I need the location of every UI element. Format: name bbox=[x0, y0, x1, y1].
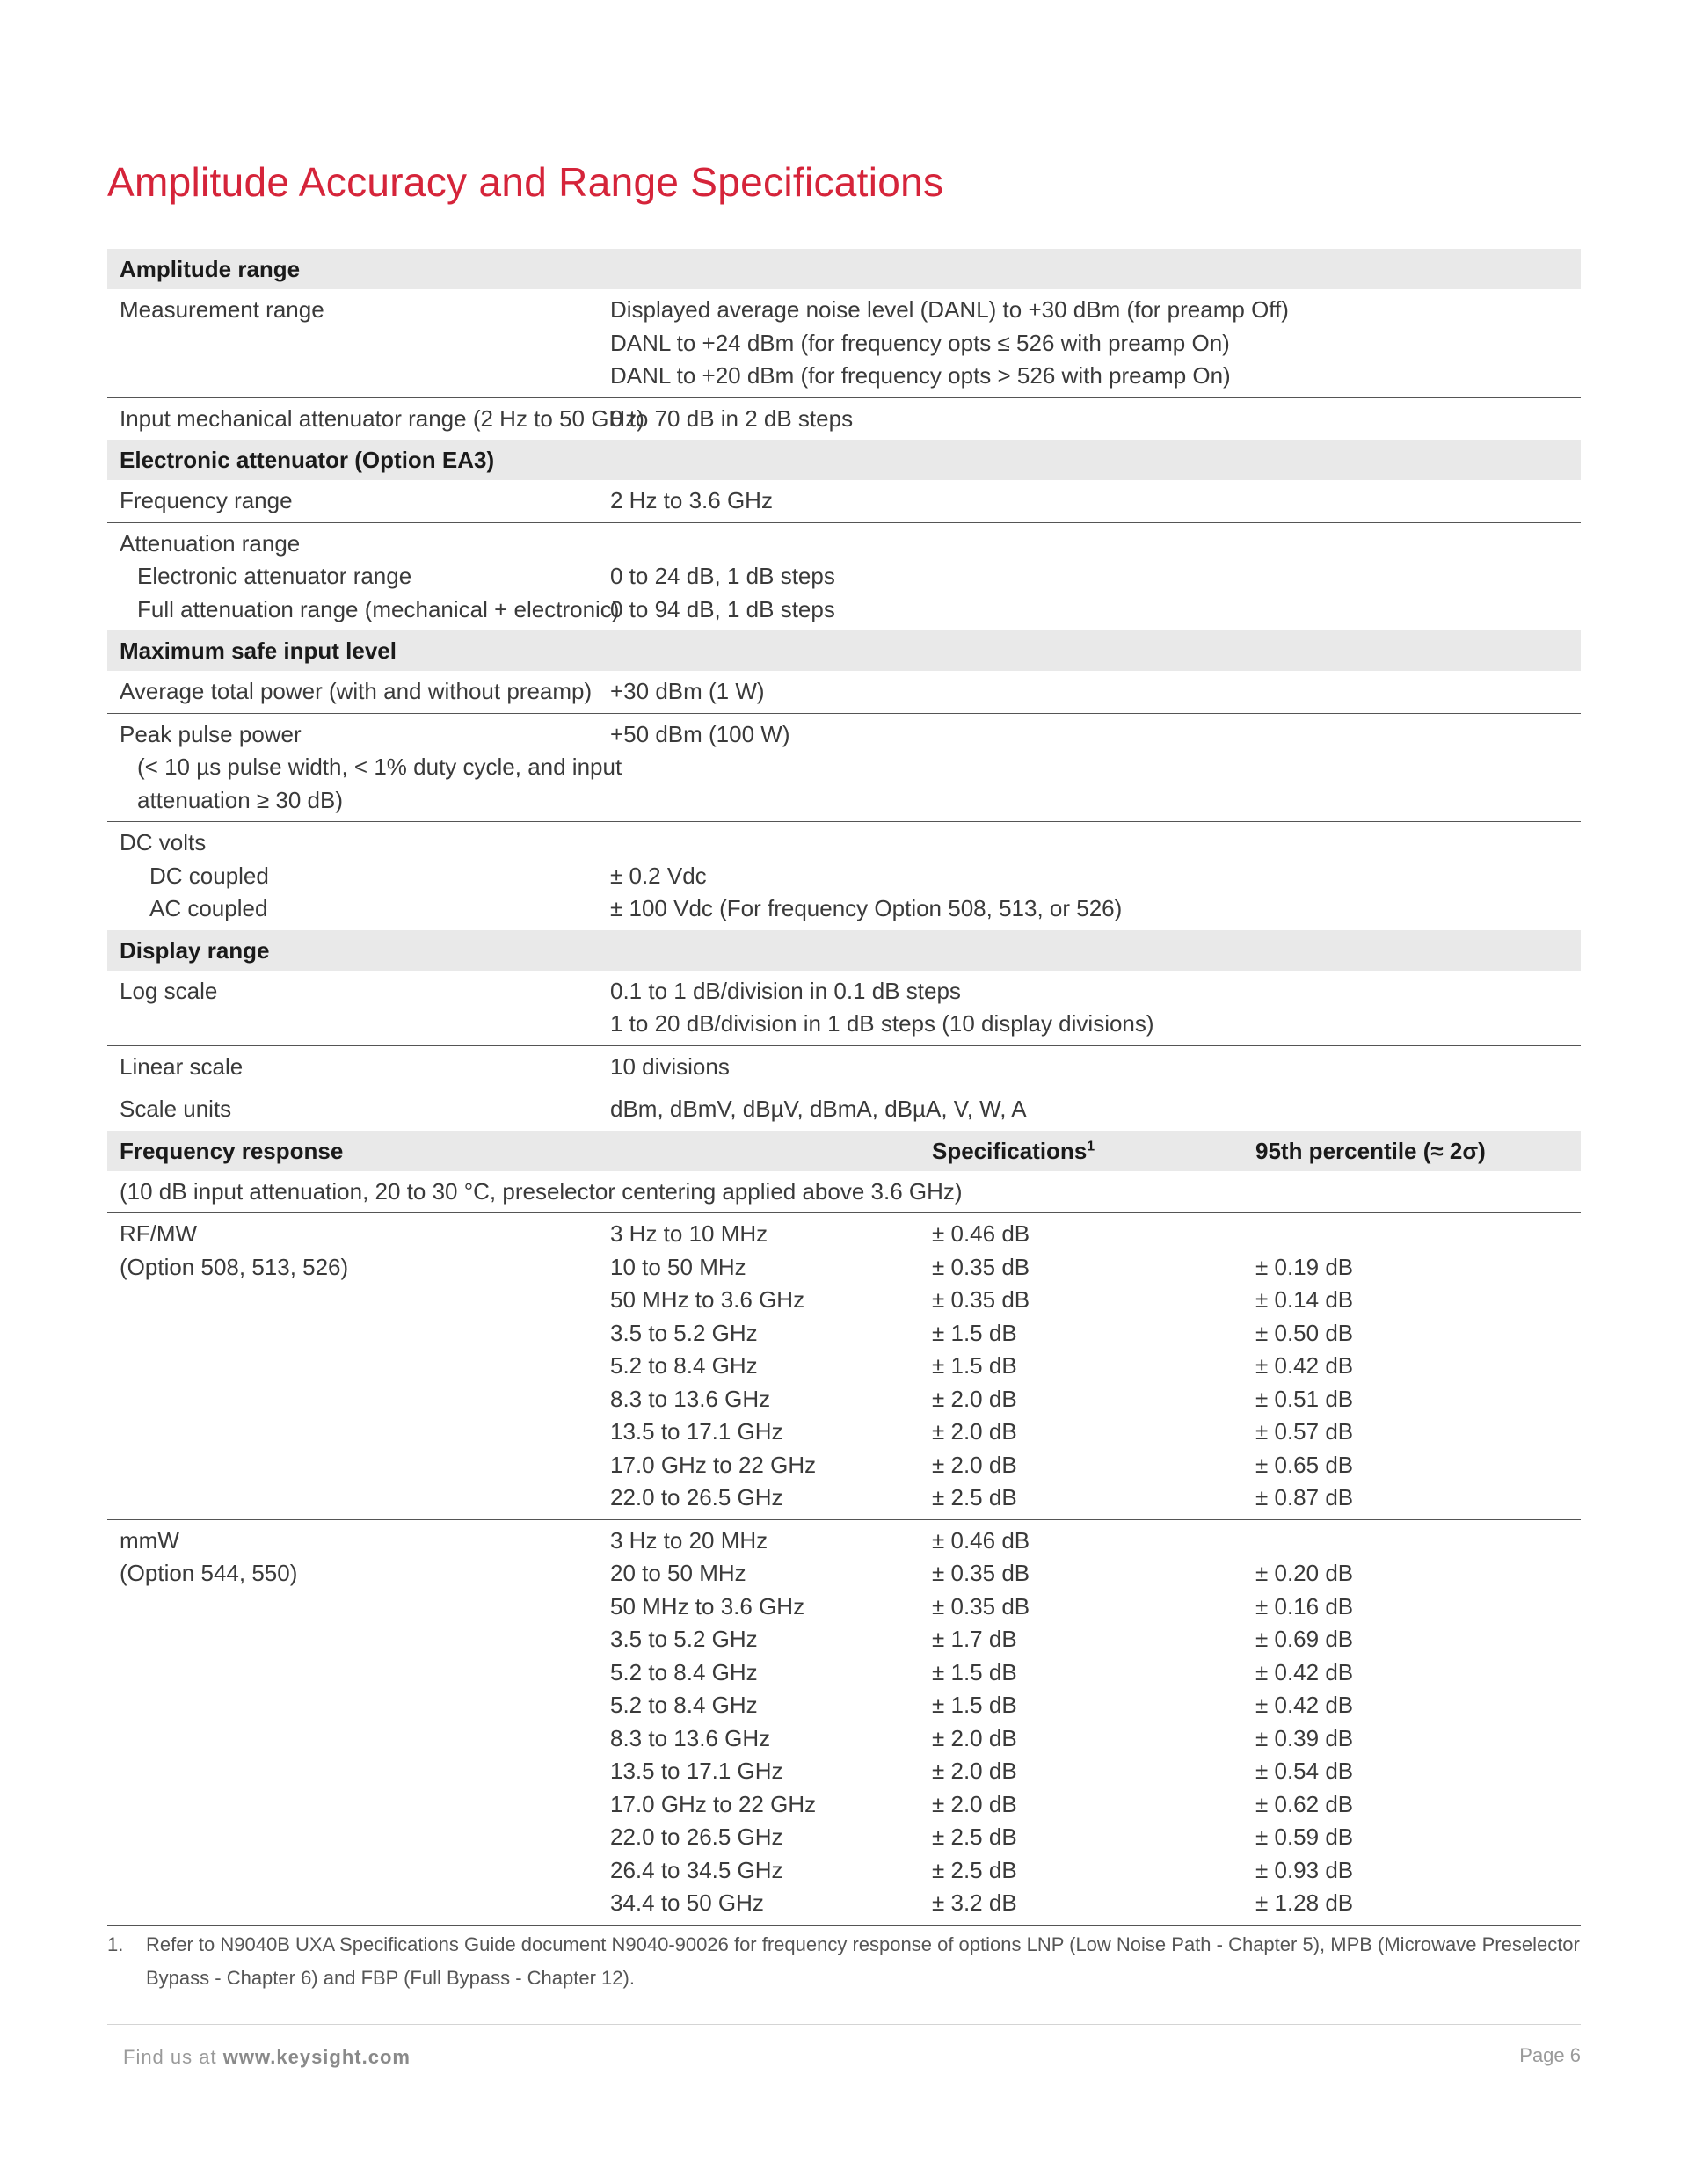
list-item: 50 MHz to 3.6 GHz bbox=[610, 1286, 805, 1313]
value-line: Displayed average noise level (DANL) to +30 dBm (for preamp Off) bbox=[610, 296, 1289, 323]
section-title: Maximum safe input level bbox=[120, 637, 397, 664]
list-item: 22.0 to 26.5 GHz bbox=[610, 1824, 783, 1850]
list-item: ± 1.5 dB bbox=[932, 1352, 1017, 1379]
list-item: ± 2.0 dB bbox=[932, 1418, 1017, 1445]
list-item: 8.3 to 13.6 GHz bbox=[610, 1724, 771, 1751]
row-label bbox=[107, 1525, 610, 1920]
list-item: ± 0.50 dB bbox=[1255, 1319, 1354, 1346]
section-header-electronic-attenuator bbox=[107, 440, 1581, 480]
freq-column bbox=[610, 1525, 932, 1920]
footnote-text: Refer to N9040B UXA Specifications Guide document N9040-90026 for frequency response of options LNP (Low Noise Path - Chapter 5), MPB (Microwave Preselector Bypass - Chapter 6) and FBP (Full Bypass - Chapter 12). bbox=[146, 1933, 1580, 1989]
freq-column bbox=[610, 1218, 932, 1515]
list-item: ± 0.69 dB bbox=[1255, 1626, 1354, 1652]
table-row bbox=[107, 1088, 1581, 1131]
row-value bbox=[610, 528, 1581, 627]
list-item: ± 2.5 dB bbox=[932, 1484, 1017, 1511]
list-item: 3 Hz to 10 MHz bbox=[610, 1220, 768, 1247]
label-line: AC coupled bbox=[149, 895, 268, 921]
label-line: (Option 508, 513, 526) bbox=[120, 1253, 349, 1280]
table-row-mmw bbox=[107, 1520, 1581, 1926]
row-value bbox=[610, 294, 1581, 393]
label-line: Electronic attenuator range bbox=[137, 563, 412, 589]
list-item: 13.5 to 17.1 GHz bbox=[610, 1758, 783, 1784]
list-item: ± 0.62 dB bbox=[1255, 1790, 1354, 1817]
list-item: 8.3 to 13.6 GHz bbox=[610, 1385, 771, 1412]
list-item: ± 0.46 dB bbox=[932, 1220, 1030, 1247]
table-row bbox=[107, 971, 1581, 1046]
list-item: ± 0.93 dB bbox=[1255, 1856, 1354, 1883]
row-label: Frequency range bbox=[120, 487, 293, 513]
value-line: 1 to 20 dB/division in 1 dB steps (10 display divisions) bbox=[610, 1010, 1154, 1037]
footer-find-us: Find us at www.keysight.com bbox=[123, 2046, 411, 2068]
list-item: ± 0.39 dB bbox=[1255, 1724, 1354, 1751]
section-header-amplitude-range bbox=[107, 249, 1581, 289]
list-item bbox=[1255, 1525, 1581, 1558]
section-header-frequency-response bbox=[107, 1131, 1581, 1171]
list-item: 3.5 to 5.2 GHz bbox=[610, 1626, 758, 1652]
spec-table bbox=[107, 249, 1581, 1926]
footnote-ref: 1 bbox=[1087, 1138, 1095, 1154]
website-link[interactable]: www.keysight.com bbox=[222, 2046, 411, 2068]
row-value: 10 divisions bbox=[610, 1052, 730, 1080]
value-line: 0.1 to 1 dB/division in 0.1 dB steps bbox=[610, 977, 961, 1004]
row-value bbox=[610, 975, 1581, 1041]
percentile-column bbox=[1255, 1218, 1581, 1515]
footer-divider bbox=[107, 2024, 1581, 2025]
list-item: ± 0.20 dB bbox=[1255, 1560, 1354, 1586]
list-item: ± 2.5 dB bbox=[932, 1824, 1017, 1850]
list-item: ± 0.19 dB bbox=[1255, 1253, 1354, 1280]
label-line: RF/MW bbox=[120, 1220, 198, 1247]
label-line: Full attenuation range (mechanical + electronic) bbox=[137, 595, 620, 622]
list-item: 5.2 to 8.4 GHz bbox=[610, 1352, 758, 1379]
section-title: Display range bbox=[120, 936, 270, 964]
list-item: 5.2 to 8.4 GHz bbox=[610, 1658, 758, 1685]
list-item: ± 1.5 dB bbox=[932, 1319, 1017, 1346]
page-number: Page 6 bbox=[1519, 2044, 1581, 2066]
list-item: ± 3.2 dB bbox=[932, 1889, 1017, 1916]
conditions-text: (10 dB input attenuation, 20 to 30 °C, preselector centering applied above 3.6 GHz) bbox=[120, 1177, 963, 1205]
table-row bbox=[107, 398, 1581, 440]
value-line: ± 0.2 Vdc bbox=[610, 862, 707, 889]
list-item: 20 to 50 MHz bbox=[610, 1560, 746, 1586]
section-title: Electronic attenuator (Option EA3) bbox=[120, 447, 495, 473]
list-item: ± 0.14 dB bbox=[1255, 1286, 1354, 1313]
row-label bbox=[107, 718, 622, 818]
value-line: 0 to 94 dB, 1 dB steps bbox=[610, 595, 835, 622]
section-header-display-range bbox=[107, 930, 1581, 971]
section-title: Frequency response bbox=[120, 1137, 344, 1164]
list-item: ± 2.0 dB bbox=[932, 1385, 1017, 1412]
list-item: ± 0.35 dB bbox=[932, 1286, 1030, 1313]
list-item: 22.0 to 26.5 GHz bbox=[610, 1484, 783, 1511]
list-item: 26.4 to 34.5 GHz bbox=[610, 1856, 783, 1883]
label-line: Attenuation range bbox=[120, 529, 301, 557]
list-item: ± 2.0 dB bbox=[932, 1451, 1017, 1478]
row-value: dBm, dBmV, dBµV, dBmA, dBµA, V, W, A bbox=[610, 1096, 1027, 1122]
label-line: Peak pulse power bbox=[120, 720, 302, 747]
list-item: ± 0.42 dB bbox=[1255, 1352, 1354, 1379]
table-row bbox=[107, 1171, 1581, 1214]
label-line: (< 10 µs pulse width, < 1% duty cycle, and input bbox=[137, 753, 622, 780]
list-item: 17.0 GHz to 22 GHz bbox=[610, 1451, 817, 1478]
column-header-specifications: Specifications$^1$ bbox=[932, 1137, 1095, 1164]
value-line: ± 100 Vdc (For frequency Option 508, 513, or 526) bbox=[610, 895, 1123, 921]
label-line: attenuation ≥ 30 dB) bbox=[137, 786, 343, 813]
page-title: Amplitude Accuracy and Range Specifications bbox=[107, 159, 944, 205]
footnote bbox=[107, 1928, 1581, 1995]
list-item: ± 2.5 dB bbox=[932, 1856, 1017, 1883]
row-label: Measurement range bbox=[120, 296, 324, 323]
value-line: DANL to +24 dBm (for frequency opts ≤ 526 with preamp On) bbox=[610, 329, 1230, 356]
list-item: 3.5 to 5.2 GHz bbox=[610, 1319, 758, 1346]
list-item: ± 0.35 dB bbox=[932, 1592, 1030, 1620]
list-item: 3 Hz to 20 MHz bbox=[610, 1526, 768, 1554]
row-label bbox=[107, 1218, 610, 1515]
list-item: ± 1.5 dB bbox=[932, 1658, 1017, 1685]
list-item: ± 0.57 dB bbox=[1255, 1418, 1354, 1445]
list-item: ± 1.28 dB bbox=[1255, 1889, 1354, 1916]
list-item: ± 0.87 dB bbox=[1255, 1484, 1354, 1511]
row-label: Linear scale bbox=[120, 1052, 244, 1080]
value-line: 0 to 24 dB, 1 dB steps bbox=[610, 563, 835, 589]
list-item: ± 0.51 dB bbox=[1255, 1385, 1354, 1412]
label-line: (Option 544, 550) bbox=[120, 1560, 298, 1586]
list-item: ± 2.0 dB bbox=[932, 1790, 1017, 1817]
row-label bbox=[107, 826, 610, 926]
list-item: 13.5 to 17.1 GHz bbox=[610, 1418, 783, 1445]
list-item: ± 0.65 dB bbox=[1255, 1451, 1354, 1478]
list-item: ± 0.42 dB bbox=[1255, 1692, 1354, 1718]
list-item: 5.2 to 8.4 GHz bbox=[610, 1692, 758, 1718]
list-item: ± 1.5 dB bbox=[932, 1692, 1017, 1718]
row-label: Average total power (with and without preamp) bbox=[120, 678, 593, 704]
row-label: Input mechanical attenuator range (2 Hz to 50 GHz) bbox=[120, 404, 644, 432]
row-value: +50 dBm (100 W) bbox=[610, 720, 790, 747]
footnote-number: 1. bbox=[107, 1933, 124, 1955]
list-item: ± 0.42 dB bbox=[1255, 1658, 1354, 1685]
list-item: 17.0 GHz to 22 GHz bbox=[610, 1790, 817, 1817]
table-row bbox=[107, 289, 1581, 398]
list-item bbox=[1255, 1218, 1581, 1251]
list-item: 10 to 50 MHz bbox=[610, 1253, 746, 1280]
label-line: mmW bbox=[120, 1526, 179, 1554]
row-label: Log scale bbox=[120, 977, 218, 1004]
percentile-column bbox=[1255, 1525, 1581, 1920]
list-item: 50 MHz to 3.6 GHz bbox=[610, 1592, 805, 1620]
table-row bbox=[107, 1046, 1581, 1089]
list-item: 34.4 to 50 GHz bbox=[610, 1889, 764, 1916]
spec-column bbox=[932, 1525, 1255, 1920]
row-value: +30 dBm (1 W) bbox=[610, 678, 765, 704]
table-row bbox=[107, 714, 1581, 823]
label-line: DC volts bbox=[120, 829, 207, 855]
table-row bbox=[107, 822, 1581, 930]
list-item: ± 0.54 dB bbox=[1255, 1758, 1354, 1784]
table-row bbox=[107, 480, 1581, 523]
list-item: ± 1.7 dB bbox=[932, 1626, 1017, 1652]
spec-column bbox=[932, 1218, 1255, 1515]
table-row bbox=[107, 671, 1581, 714]
list-item: ± 2.0 dB bbox=[932, 1758, 1017, 1784]
row-label bbox=[107, 528, 620, 627]
section-header-max-safe-input bbox=[107, 630, 1581, 671]
row-value bbox=[610, 826, 1581, 926]
list-item: ± 0.59 dB bbox=[1255, 1824, 1354, 1850]
list-item: ± 2.0 dB bbox=[932, 1724, 1017, 1751]
section-title: Amplitude range bbox=[120, 256, 301, 282]
list-item: ± 0.35 dB bbox=[932, 1253, 1030, 1280]
table-row bbox=[107, 523, 1581, 631]
label-line: DC coupled bbox=[149, 862, 269, 889]
row-value: 2 Hz to 3.6 GHz bbox=[610, 487, 773, 513]
row-value: 0 to 70 dB in 2 dB steps bbox=[610, 404, 854, 432]
value-line: DANL to +20 dBm (for frequency opts > 526 with preamp On) bbox=[610, 362, 1231, 389]
list-item: ± 0.46 dB bbox=[932, 1526, 1030, 1554]
list-item: ± 0.35 dB bbox=[932, 1560, 1030, 1586]
table-row-rfmw bbox=[107, 1213, 1581, 1520]
row-label: Scale units bbox=[120, 1096, 232, 1122]
column-header-percentile: 95th percentile (≈ 2σ) bbox=[1255, 1137, 1486, 1164]
list-item: ± 0.16 dB bbox=[1255, 1592, 1354, 1620]
